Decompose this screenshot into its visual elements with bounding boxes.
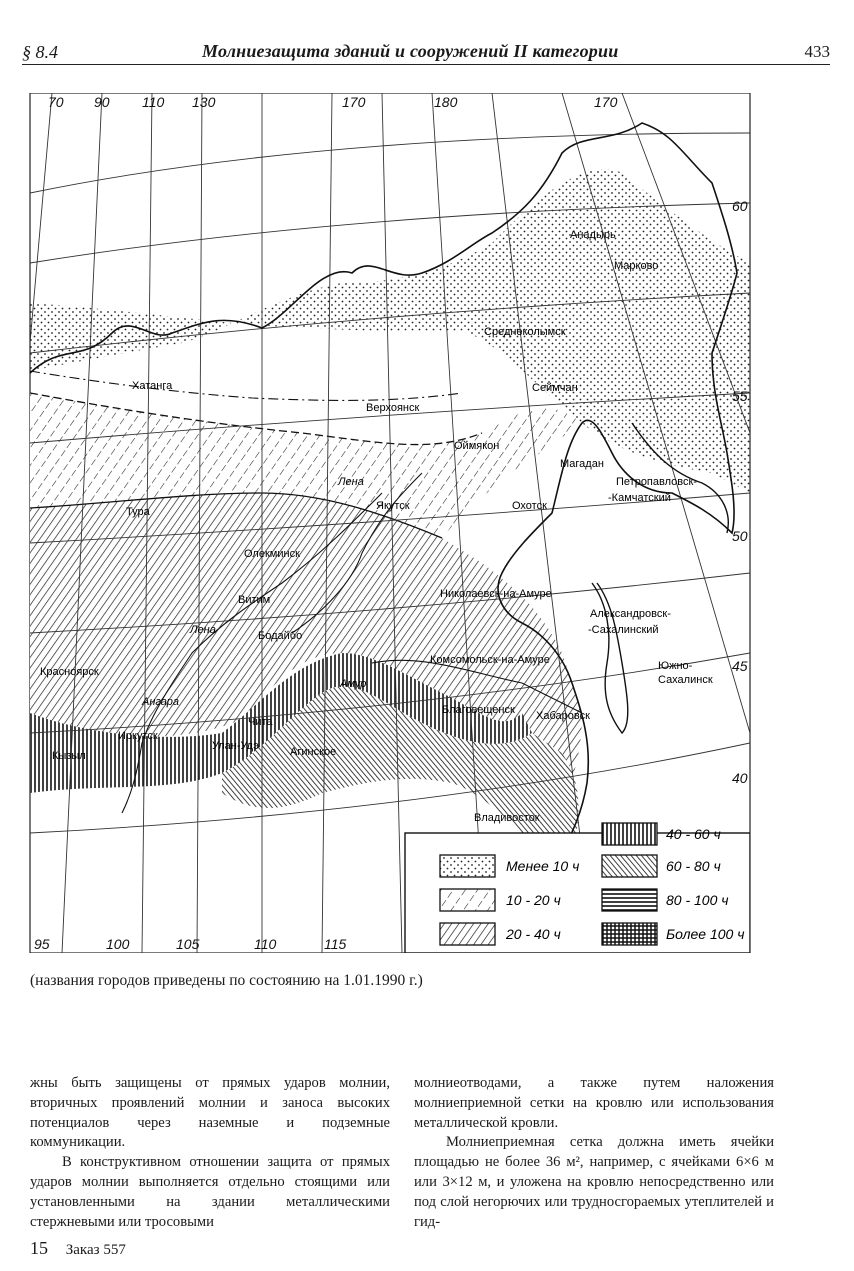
lon-label: 110 xyxy=(254,936,277,952)
lat-label: 40 xyxy=(732,770,748,786)
river-label: Ангара xyxy=(142,696,180,708)
page-number: 433 xyxy=(804,42,830,61)
legend-label: 60 - 80 ч xyxy=(666,858,721,874)
city-label: Тура xyxy=(126,506,150,518)
lat-label: 60 xyxy=(732,198,748,214)
legend-label: Менее 10 ч xyxy=(506,858,580,874)
lon-label: 130 xyxy=(192,94,216,110)
city-label: Марково xyxy=(614,260,659,272)
paragraph: В конструктивном отношении защита от прямых ударов молнии выполняется отдельно стоящими или установленными на здании металлическими стержневыми или тросовыми xyxy=(30,1154,390,1230)
lat-label: 45 xyxy=(732,658,748,674)
lon-label: 105 xyxy=(176,936,200,952)
city-label: Агинское xyxy=(290,746,337,758)
lon-label: 70 xyxy=(48,94,64,110)
text-column-left xyxy=(30,1074,390,1232)
city-label: Витим xyxy=(238,594,271,606)
city-label: Магадан xyxy=(560,458,604,470)
city-label: Хатанга xyxy=(132,380,173,392)
lon-label: 170 xyxy=(594,94,618,110)
legend-label: 80 - 100 ч xyxy=(666,892,729,908)
city-label: Владивосток xyxy=(474,812,540,824)
city-label: -Камчатский xyxy=(608,492,671,504)
city-label: -Сахалинский xyxy=(588,624,659,636)
city-label: Анадырь xyxy=(570,229,616,241)
city-label: Хабаровск xyxy=(536,710,590,722)
paragraph: жны быть защищены от прямых ударов молнии, вторичных проявлений молнии и заноса высоких потенциалов через наземные и подземные коммуникации. xyxy=(30,1075,390,1151)
city-label: Александровск- xyxy=(590,608,671,620)
city-label: Комсомольск-на-Амуре xyxy=(430,654,550,666)
paragraph: Молниеприемная сетка должна иметь ячейки площадью не более 36 м², например, с ячейками 6×6 м или 3×12 м, и уложена на кровлю непосредственно или под слой негорючих или трудносгораемых утеплителей и гид- xyxy=(414,1134,774,1230)
lat-label: 55 xyxy=(732,388,748,404)
city-label: Сеймчан xyxy=(532,382,578,394)
city-label: Верхоянск xyxy=(366,402,420,414)
legend-label: 20 - 40 ч xyxy=(506,926,561,942)
order-number: Заказ 557 xyxy=(65,1242,126,1258)
river-label: Амур xyxy=(340,678,367,690)
city-label: Чита xyxy=(248,716,273,728)
page-header xyxy=(22,38,830,65)
lon-label: 100 xyxy=(106,936,130,952)
city-label: Улан-Удэ xyxy=(212,740,259,752)
text-column-right xyxy=(414,1074,774,1232)
legend-label: 40 - 60 ч xyxy=(666,826,721,842)
sheet-number: 15 xyxy=(30,1238,48,1258)
city-label: Охотск xyxy=(512,500,547,512)
city-label: Благовещенск xyxy=(442,704,515,716)
lon-label: 90 xyxy=(94,94,110,110)
lat-label: 50 xyxy=(732,528,748,544)
running-title: Молниезащита зданий и сооружений II категории xyxy=(202,41,619,61)
city-label: Бодайбо xyxy=(258,630,303,642)
city-label: Петропавловск- xyxy=(616,476,697,488)
city-label: Иркутск xyxy=(118,730,158,742)
city-label: Олекминск xyxy=(244,548,300,560)
lon-label: 95 xyxy=(34,936,50,952)
legend-label: 10 - 20 ч xyxy=(506,892,561,908)
lon-label: 110 xyxy=(142,94,165,110)
city-label: Николаевск-на-Амуре xyxy=(440,588,552,600)
city-label: Якутск xyxy=(376,500,410,512)
city-label: Кызыл xyxy=(52,750,86,762)
city-label: Южно- xyxy=(658,660,693,672)
river-label: Лена xyxy=(190,624,216,636)
page-footer xyxy=(30,1238,126,1259)
city-label: Оймякон xyxy=(454,440,500,452)
city-label: Красноярск xyxy=(40,666,99,678)
section-number: § 8.4 xyxy=(22,42,58,62)
river-label: Лена xyxy=(338,476,364,488)
city-label: Сахалинск xyxy=(658,674,713,686)
paragraph: молниеотводами, а также путем наложения молниеприемной сетки на кровлю или использования металлической кровли. xyxy=(414,1075,774,1131)
lon-label: 115 xyxy=(324,936,347,952)
map-caption: (названия городов приведены по состоянию на 1.01.1990 г.) xyxy=(30,972,423,989)
legend-label: Более 100 ч xyxy=(666,926,745,942)
thunderstorm-map xyxy=(22,93,752,953)
lon-label: 170 xyxy=(342,94,366,110)
city-label: Среднеколымск xyxy=(484,326,566,338)
lon-label: 180 xyxy=(434,94,458,110)
